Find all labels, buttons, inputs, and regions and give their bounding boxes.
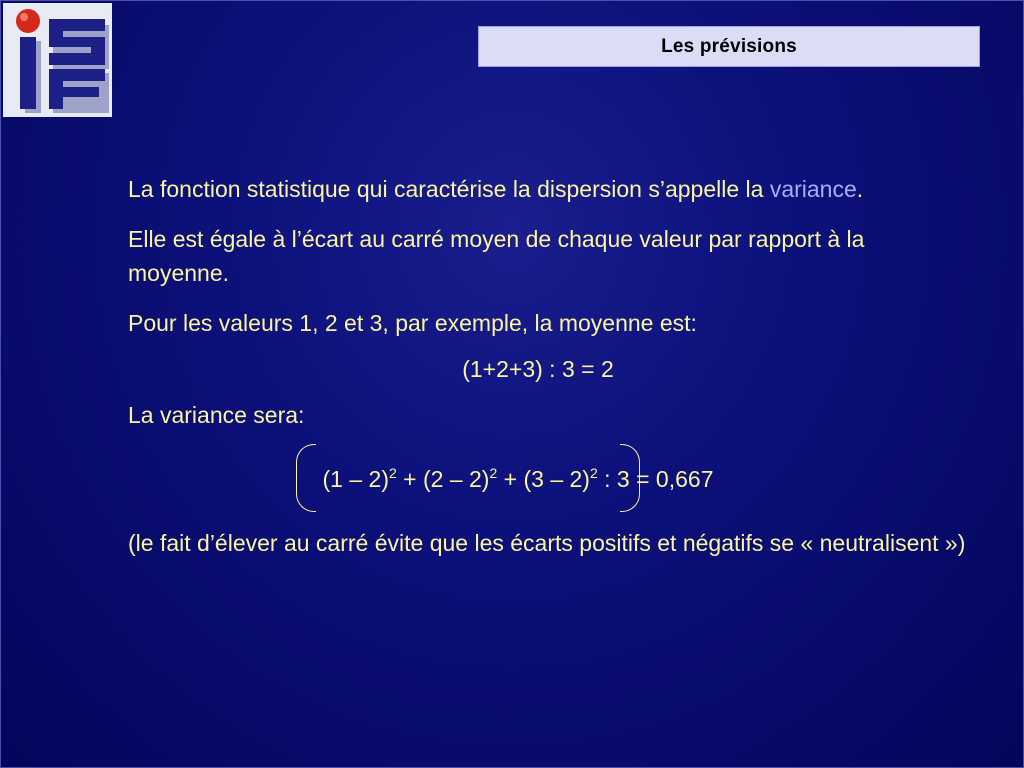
- exponent-1: 2: [388, 465, 397, 481]
- variance-term-3: + (3 – 2): [497, 466, 590, 492]
- right-bracket: [620, 444, 640, 512]
- page-title: Les prévisions: [661, 35, 797, 57]
- variance-term-1: (1 – 2): [322, 466, 389, 492]
- mean-formula: (1+2+3) : 3 = 2: [462, 356, 614, 382]
- variance-term-2: + (2 – 2): [396, 466, 490, 492]
- definition-end: .: [856, 176, 864, 202]
- variance-result: : 3 = 0,667: [597, 466, 714, 492]
- isif-logo-graphic: [3, 3, 112, 117]
- exponent-2: 2: [489, 465, 498, 481]
- paragraph-example: Pour les valeurs 1, 2 et 3, par exemple, la moyenne est:: [128, 310, 697, 336]
- variance-term: variance: [769, 176, 857, 202]
- paragraph-note: (le fait d’élever au carré évite que les écarts positifs et négatifs se « neutralisent »): [128, 530, 966, 556]
- paragraph-variance-intro: La variance sera:: [128, 402, 305, 428]
- slide-content: [128, 172, 968, 576]
- left-bracket: [296, 444, 316, 512]
- definition-text: La fonction statistique qui caractérise la dispersion s’appelle la: [128, 176, 770, 202]
- isif-logo: [3, 3, 112, 117]
- variance-formula: [128, 444, 908, 514]
- paragraph-definition: [128, 172, 968, 206]
- title-box: [478, 26, 980, 67]
- exponent-3: 2: [589, 465, 598, 481]
- paragraph-explanation: Elle est égale à l’écart au carré moyen de chaque valeur par rapport à la moyenne.: [128, 226, 865, 286]
